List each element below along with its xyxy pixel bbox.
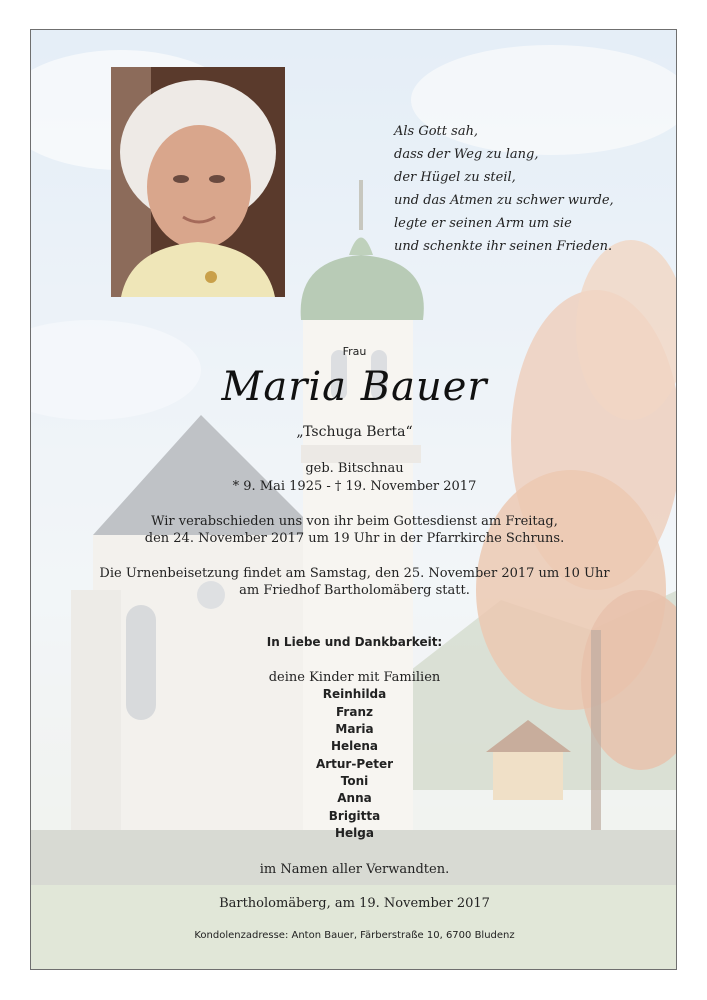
child-name: Helena	[330, 739, 379, 753]
child-name: Artur-Peter	[315, 757, 394, 771]
nickname: „Tschuga Berta“	[296, 424, 413, 440]
poem	[394, 120, 654, 258]
poem-line: dass der Weg zu lang,	[394, 147, 539, 162]
poem-line: der Hügel zu steil,	[394, 170, 516, 185]
poem-line: legte er seinen Arm um sie	[394, 216, 572, 231]
children-intro: deine Kinder mit Familien	[268, 670, 441, 685]
place-date: Bartholomäberg, am 19. November 2017	[219, 896, 490, 911]
obituary-card	[30, 29, 677, 970]
portrait-photo	[111, 67, 285, 297]
relatives-line: im Namen aller Verwandten.	[259, 862, 450, 877]
child-name: Reinhilda	[322, 687, 387, 701]
child-name: Toni	[340, 774, 369, 788]
poem-line: und schenkte ihr seinen Frieden.	[394, 239, 613, 254]
child-name: Franz	[336, 705, 373, 719]
child-name: Helga	[335, 826, 374, 840]
poem-line: Als Gott sah,	[394, 124, 479, 139]
poem-line: und das Atmen zu schwer wurde,	[394, 193, 614, 208]
burial-line: Die Urnenbeisetzung findet am Samstag, den 25. November 2017 um 10 Uhr	[99, 566, 610, 581]
child-name: Anna	[337, 791, 372, 805]
life-dates: * 9. Mai 1925 - † 19. November 2017	[232, 479, 477, 494]
child-name: Brigitta	[328, 809, 381, 823]
maiden-name: geb. Bitschnau	[305, 461, 404, 476]
mourners-heading: In Liebe und Dankbarkeit:	[266, 635, 443, 649]
funeral-line: den 24. November 2017 um 19 Uhr in der Pfarrkirche Schruns.	[144, 531, 565, 546]
funeral-line: Wir verabschieden uns von ihr beim Gottesdienst am Freitag,	[151, 514, 558, 529]
child-name: Maria	[335, 722, 374, 736]
burial-line: am Friedhof Bartholomäberg statt.	[239, 583, 470, 598]
deceased-name: Maria Bauer	[221, 364, 488, 410]
salutation: Frau	[342, 345, 367, 358]
condolence-address: Kondolenzadresse: Anton Bauer, Färberstraße 10, 6700 Bludenz	[194, 930, 515, 941]
